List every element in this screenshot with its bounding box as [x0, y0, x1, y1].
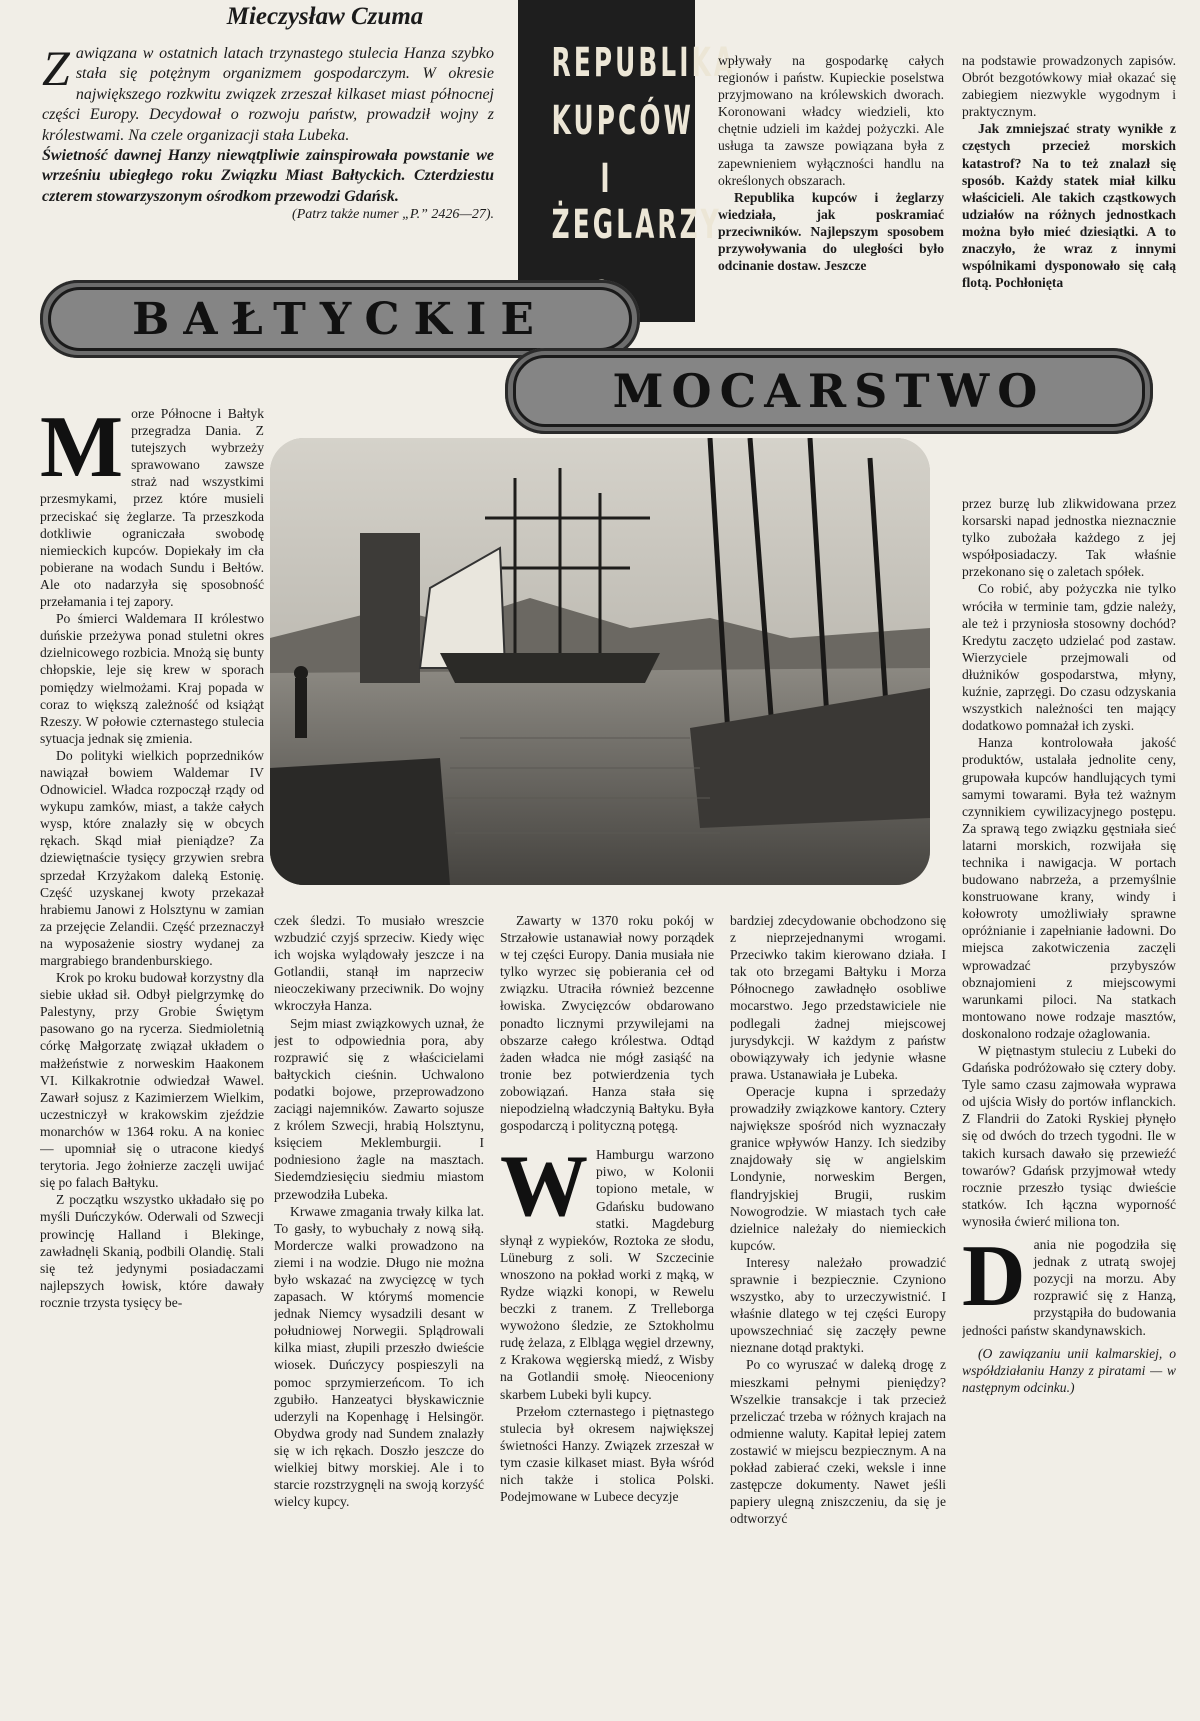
drop-cap: M: [40, 405, 124, 496]
series-box: [518, 0, 737, 322]
paragraph: czek śledzi. To musiało wreszcie wzbudzić czyjś sprzeciw. Kiedy więc ich wojska wylądowały jeszcze i na Gotlandii, stanął im naprzeciw nieoczekiwany przeciwnik. Do wojny wkroczyła Hanza.: [274, 913, 484, 1014]
title-banner-2: [505, 348, 1153, 434]
title-line-1: BAŁTYCKIE: [132, 294, 548, 345]
paragraph: Republika kupców i żeglarzy wiedziała, jak poskramiać przeciwników. Najlepszym sposobem przywoływania do uległości było odcinanie dostaw. Jeszcze: [718, 189, 944, 274]
paragraph: ania nie pogodziła się jednak z utratą swojej pozycji na morzu. Aby rozprawić się z Hanzą, przystąpiła do budowania jedności państw skandynawskich.: [962, 1237, 1176, 1338]
column-1: [40, 405, 264, 1715]
top-column-2: [962, 52, 1176, 320]
column-3: [500, 912, 714, 1715]
paragraph: przez burzę lub zlikwidowana przez korsarski napad jednostka nieznacznie tylko zubożała każdego z jej współposiadaczy. Tak właśnie przekonano się o zaletach spółek.: [962, 496, 1176, 580]
series-line-3: I ŻEGLARZY: [551, 156, 722, 248]
paragraph: na podstawie prowadzonych zapisów. Obrót bezgotówkowy miał okazać się zabiegiem niezwykle wygodnym i praktycznym.: [962, 53, 1176, 120]
paragraph: Po co wyruszać w daleką drogę z mieszkami pełnymi pieniędzy? Wszelkie transakcje i tak przecież przeliczać trzeba w różnych krajach na odmienne waluty. Kapitał lepiej zatem zostawić w miejscu bezpiecznym. A na pokład zabierać czeki, weksle i inne zastępcze dokumenty. Nawet jeśli papiery ulegną zniszczeniu, da się je odtworzyć: [730, 1357, 946, 1527]
paragraph: Hamburgu warzono piwo, w Kolonii topiono metale, w Gdańsku budowano statki. Magdeburg słynął z wypieków, Roztoka ze słodu, Lüneburg z soli. W Szczecinie wnoszono na pokład worki z mąką, w Rydze wiązki konopi, w Rewelu beczki z tranem. Z Trelleborga wywożono śledzie, ze Sztokholmu rudę żelaza, z Elbląga węgiel drzewny, z Krakowa węgierską miedź, z Wisby na Gotlandii smołę. Nieoceniony skarbem Lubeki byli kupcy.: [500, 1147, 714, 1402]
lead-drop-cap: Z: [42, 40, 70, 96]
paragraph: Co robić, aby pożyczka nie tylko wróciła w terminie tam, gdzie należy, ale też i przyniosła stosowny dochód? Kredytu zaczęto udzielać pod zastaw. Wierzyciele przejmowali od dłużników gospodarstwa, młyny, kuźnie, zaprzęgi. Do czasu odzyskania wszystkich należności ten mający dodatkowo pomnażał ich zyski.: [962, 581, 1176, 734]
title-banner-1: [40, 280, 640, 358]
top-column-1: [718, 52, 944, 320]
paragraph: Zawarty w 1370 roku pokój w Strzałowie ustanawiał nowy porządek w tej części Europy. Dania musiała nie tylko wyrzec się pobierania ceł od związku. Utraciła również bezcenne łowiska. Zwycięzców obdarowano ponadto licznymi przywilejami na obszarze całego królestwa. Odtąd żaden władca nie mógł zasiąść na tronie bez potwierdzenia tych zobowiązań. Hanza stała się niepodzielną władczynią Bałtyku. Była gospodarczą i polityczną potęgą.: [500, 913, 714, 1134]
paragraph: Interesy należało prowadzić sprawnie i bezpiecznie. Czyniono wszystko, aby to urzeczywistnić. I właśnie dlatego w tej części Europy upowszechniać się zaczęły pewne nieznane dotąd praktyki.: [730, 1254, 946, 1356]
harbor-engraving: [270, 438, 930, 885]
paragraph: bardziej zdecydowanie obchodzono się z nieprzejednanymi wrogami. Przeciwko takim kierowano działa. I tak oto brzegami Bałtyku i Morza Północnego zawładnęło osobliwe mocarstwo. Jego przedstawiciele nie podlegali żadnej miejscowej jurysdykcji. W każdym z państw obowiązywały ich jedynie własne prawa. Ustanawiała je Lubeka.: [730, 913, 946, 1082]
paragraph: Jak zmniejszać straty wynikłe z częstych przecież morskich katastrof? Na to też znalazł się sposób. Każdy statek miał kilku właścicieli. Ale takich cząstkowych udziałów na różnych jednostkach można było mieć dziesiątki. A to znaczyło, że wraz z innymi wspólnikami dysponowało się całą flotą. Pochłonięta: [962, 121, 1176, 291]
drop-cap: D: [962, 1228, 1026, 1326]
column-4: [730, 912, 946, 1715]
paragraph: W piętnastym stuleciu z Lubeki do Gdańska podróżowało się cztery doby. Tyle samo czasu zajmowała wyprawa od ujścia Wisły do portów inflanckich. Z Flandrii do Zatoki Ryskiej płynęło się od dwóch do trzech tygodni. Ile w takich kursach dawało się przewieźć towarów? Gdańsk przyjmował wtedy rocznie przeszło tysiąc dwieście statków. Ich łączna wyporność wynosiła ćwierć miliona ton.: [962, 1043, 1176, 1229]
paragraph: Przełom czternastego i piętnastego stulecia był okresem największej świetności Hanzy. Związek zrzeszał w tym czasie kilkaset miast. Była wśród nich także i stolica Polski. Podejmowane w Lubece decyzje: [500, 1403, 714, 1505]
series-line-2: KUPCÓW: [551, 98, 694, 144]
column-5: [962, 495, 1176, 1715]
paragraph: Po śmierci Waldemara II królestwo duńskie przeżywa ponad stuletni okres dzielnicowego rozbicia. Mnożą się bunty chłopskie, leje się krew w sporach pomiędzy wielmożami. Kraj popada w coraz to większą zależność od książąt Rzeszy. W połowie czternastego stulecia sytuacja jednak się zmienia.: [40, 611, 264, 746]
lead-text: awiązana w ostatnich latach trzynastego stulecia Hanza szybko stała się potężnym organizmem gospodarczym. W okresie największego rozkwitu związek zrzeszał kilkaset miast północnej części Europy. Decydował o rozwoju państw, prowadził wojny z królestwami. Na czele organizacji stała Lubeka.: [42, 45, 494, 144]
series-line-1: REPUBLIKA: [551, 40, 737, 86]
paragraph: Krok po kroku budował korzystny dla siebie układ sił. Odbył pielgrzymkę do Palestyny, przy Grobie Świętym pasowano go na rycerza. Siedmioletnią córkę Małgorzatę związał układem o małżeństwie z norweskim Haakonem VI. Kilkakrotnie odwiedzał Wawel. Zawarł sojusz z Kazimierzem Wielkim, uczestniczył w krakowskim zjeździe monarchów w 1364 roku. A na koniec — upomniał się o utracone kiedyś terytoria. Jego żołnierze zaczęli uwijać się po falach Bałtyku.: [40, 970, 264, 1191]
paragraph: Sejm miast związkowych uznał, że jest to odpowiednia pora, aby rozprawić się z właścicielami bałtyckich cieśnin. Uchwalono podatki bojowe, przeprowadzono zaciągi najemników. Zawarto sojusze z królem Szwecji, hrabią Holsztynu, księciem Meklemburgii. I podniesiono żagle na masztach. Siedemdziesięciu siedmiu miastom przewodziła Lubeka.: [274, 1015, 484, 1202]
paragraph: Z początku wszystko układało się po myśli Duńczyków. Oderwali od Szwecji prowincję Halland i Blekinge, zawładnęli Skanią, podbili Olandię. Stali się też jedynymi posiadaczami najlepszych łowisk, które dawały rocznie trzysta tysięcy be-: [40, 1192, 264, 1310]
column-2: [274, 912, 484, 1715]
harbor-illustration: [270, 438, 930, 885]
drop-cap: W: [500, 1138, 588, 1236]
lead-paragraph: [42, 40, 494, 226]
title-line-2: MOCARSTWO: [612, 364, 1046, 418]
continuation-note: (O zawiązaniu unii kalmarskiej, o współdziałaniu Hanzy z piratami — w następnym odcinku.): [962, 1345, 1176, 1395]
paragraph: Operacje kupna i sprzedaży prowadziły związkowe kantory. Cztery największe spośród nich wyznaczały granice wpływów Hanzy. Ich siedziby znajdowały się w angielskim Londynie, norweskim Bergen, flandryjskiej Brugii, ruskim Nowogrodzie. W miastach tych całe dzielnice należały do niemieckich kupców.: [730, 1083, 946, 1253]
paragraph: Krwawe zmagania trwały kilka lat. To gasły, to wybuchały z nową siłą. Mordercze walki prowadzono na ziemi i na wodzie. Długo nie można było wskazać na zwycięzcę w tych zapasach. W którymś momencie jednak Niemcy wysadzili desant w południowej Norwegii. Splądrowali kilka miast, złupili przeszło dwieście wiosek. Duńczycy pospieszyli na pomoc sprzymierzeńcom. To ich zgubiło. Hanzeatyci błyskawicznie uderzyli na Kopenhagę i Helsingör. Obydwa grody nad Sundem znalazły się w ich rękach. Doszło jeszcze do wielkiej bitwy morskiej. Ale i to starcie rozstrzygnęli na swoją korzyść wielcy kupcy.: [274, 1203, 484, 1510]
lead-reference: (Patrz także numer „P.” 2426—27).: [292, 207, 494, 223]
paragraph: orze Północne i Bałtyk przegradza Dania. Z tutejszych wybrzeży sprawowano zawsze straż nad wszystkimi przesmykami, przez które musieli przeciskać się żeglarze. Ta przeszkoda dotkliwie ograniczała swobodę niemieckich kupców. Dopiekały im cła pobierane na wodach Sundu i Bełtów. Ale oto nadarzyła się sposobność przełamania i tej zapory.: [40, 406, 264, 610]
author-name: Mieczysław Czuma: [226, 3, 424, 30]
lead-text-bold: Świetność dawnej Hanzy niewątpliwie zainspirowała powstanie we wrześniu ubiegłego roku Związku Miast Bałtyckich. Czterdziestu czterem stowarzyszonym ośrodkom przewodzi Gdańsk.: [42, 147, 494, 205]
paragraph: Do polityki wielkich poprzedników nawiązał bowiem Waldemar IV Odnowiciel. Władca rozpoczął rządy od wykupu zamków, miast, a także całych wysp, które znalazły się w obcych rękach. Skąd miał pieniądze? Za dziewiętnaście tysięcy grzywien srebra sprzedał Krzyżakom daleką Estonię. Część uzyskanej kwoty przekazał hrabiemu Janowi z Holsztynu w zamian za przejęcie Zelandii. Część przeznaczył na wyposażenie siostry wydanej za margrabiego brandenburskiego.: [40, 747, 264, 968]
paragraph: wpływały na gospodarkę całych regionów i państw. Kupieckie poselstwa przyjmowano na królewskich dworach. Koronowani władcy wiedzieli, kto chętnie udzieli im każdej pożyczki. Ale usługa ta zawsze powiązana była z zapewnieniem wyłączności handlu na określonych obszarach.: [718, 53, 944, 188]
paragraph: Hanza kontrolowała jakość produktów, ustalała jednolite ceny, grupowała kupców handlujących tymi samymi towarami. Była też ważnym czynnikiem cywilizacyjnego postępu. Za sprawą tego związku gęstniała sieć latarni morskich, rozwijała się technika i nawigacja. W portach budowano nabrzeża, a przemyślnie konstruowane krany, windy i kołowroty umożliwiały sprawne opróżnianie i zapełnianie ładowni. Do miejsca zakotwiczenia zaczęli wprowadzać przybyszów obznajomieni z miejscowymi warunkami piloci. Na statkach montowano nowe rodzaje masztów, doskonalono rodzaje ożaglowania.: [962, 735, 1176, 1041]
